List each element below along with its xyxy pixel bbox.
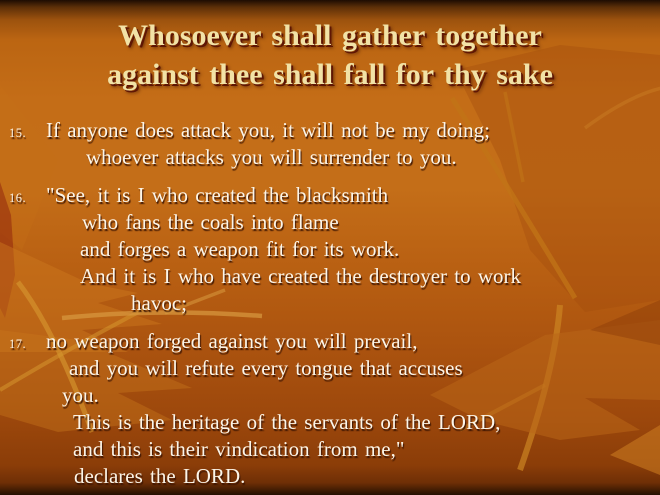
verse-line: "See, it is I who created the blacksmith	[46, 183, 389, 207]
verse-number: 17.	[9, 337, 27, 351]
verse-row	[0, 117, 660, 171]
verse-line: and this is their vindication from me,"	[73, 437, 405, 461]
slide-title	[0, 16, 660, 94]
verse-body	[46, 182, 660, 317]
verse-body	[46, 328, 660, 490]
verse-line: you.	[62, 383, 99, 407]
verse-line: who fans the coals into flame	[82, 210, 339, 234]
slide-title-line1: Whosoever shall gather together	[118, 19, 542, 52]
verse-line: If anyone does attack you, it will not be my doing;	[46, 118, 490, 142]
verse-list	[0, 117, 660, 495]
verse-line: and forges a weapon fit for its work.	[80, 237, 400, 261]
verse-line: This is the heritage of the servants of the LORD,	[73, 410, 501, 434]
verse-line: whoever attacks you will surrender to you.	[86, 145, 457, 169]
verse-line: declares the LORD.	[74, 464, 246, 488]
verse-row	[0, 182, 660, 317]
slide-title-line2: against thee shall fall for thy sake	[107, 58, 553, 91]
verse-number: 16.	[9, 191, 27, 205]
verse-number: 15.	[9, 126, 27, 140]
verse-line: no weapon forged against you will prevail,	[46, 329, 418, 353]
verse-line: havoc;	[131, 291, 187, 315]
verse-body	[46, 117, 660, 171]
verse-row	[0, 328, 660, 490]
verse-line: And it is I who have created the destroyer to work	[80, 264, 522, 288]
verse-line: and you will refute every tongue that accuses	[69, 356, 463, 380]
